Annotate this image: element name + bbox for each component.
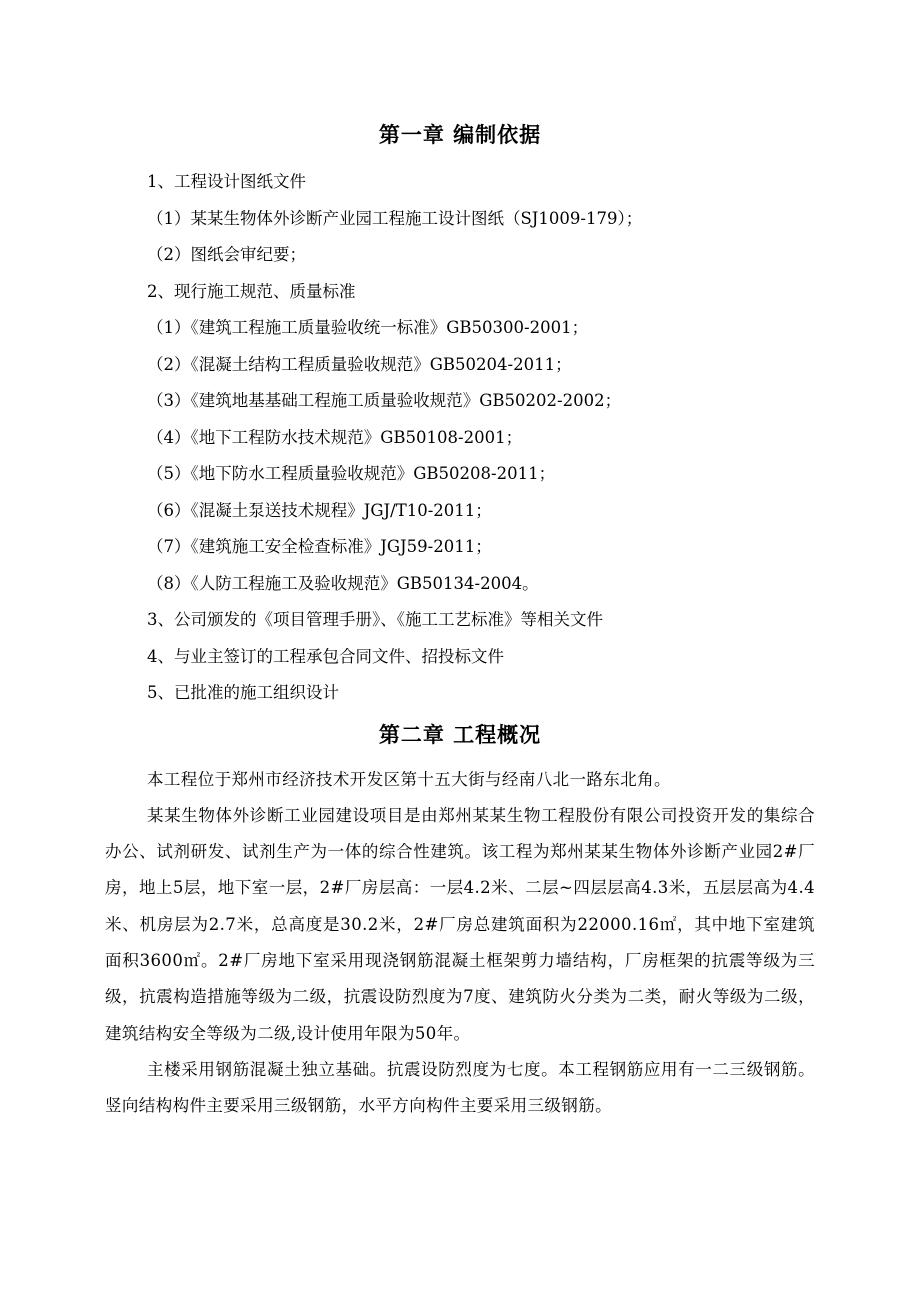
- basis-item: （1）某某生物体外诊断产业园工程施工设计图纸（SJ1009-179）；: [147, 208, 643, 228]
- basis-item: 4、与业主签订的工程承包合同文件、招投标文件: [147, 646, 504, 666]
- basis-item: 1、工程设计图纸文件: [147, 172, 306, 191]
- basis-item: （4）《地下工程防水技术规范》GB50108-2001；: [147, 427, 523, 447]
- chapter-1-list: [105, 164, 815, 712]
- chapter-2-title: 第二章 工程概况: [378, 721, 542, 747]
- basis-item: （1）《建筑工程施工质量验收统一标准》GB50300-2001；: [147, 318, 589, 337]
- basis-item: （3）《建筑地基基础工程施工质量验收规范》GB50202-2002；: [147, 391, 622, 410]
- chapter-1-title: 第一章 编制依据: [378, 122, 542, 147]
- basis-item: 2、现行施工规范、质量标准: [147, 281, 356, 301]
- basis-item: （6）《混凝土泵送技术规程》JGJ/T10-2011；: [147, 500, 492, 520]
- basis-item: （2）图纸会审纪要；: [147, 245, 306, 264]
- basis-item: （2）《混凝土结构工程质量验收规范》GB50204-2011；: [147, 354, 572, 374]
- overview-paragraph: 本工程位于郑州市经济技术开发区第十五大街与经南八北一路东北角。: [147, 769, 671, 789]
- basis-item: 3、公司颁发的《项目管理手册》、《施工工艺标准》等相关文件: [147, 610, 603, 629]
- overview-paragraph: 主楼采用钢筋混凝土独立基础。抗震设防烈度为七度。本工程钢筋应用有一二三级钢筋。竖向结构构件主要采用三级钢筋，水平方向构件主要采用三级钢筋。: [105, 1059, 815, 1116]
- basis-item: （7）《建筑施工安全检查标准》JGJ59-2011；: [147, 537, 492, 556]
- overview-paragraph: 某某生物体外诊断工业园建设项目是由郑州某某生物工程股份有限公司投资开发的集综合办公、试剂研发、试剂生产为一体的综合性建筑。该工程为郑州某某生物体外诊断产业园2#厂房，地上5层，地下室一层，2#厂房层高：一层4.2米、二层~四层层高4.3米，五层层高为4.4米、机房层为2.7米，总高度是30.2米，2#厂房总建筑面积为22000.16㎡，其中地下室建筑面积3600㎡。2#厂房地下室采用现浇钢筋混凝土框架剪力墙结构，厂房框架的抗震等级为三级，抗震构造措施等级为二级，抗震设防烈度为7度、建筑防火分类为二类，耐火等级为二级，建筑结构安全等级为二级,设计使用年限为50年。: [105, 805, 815, 1043]
- chapter-2-body: [105, 762, 815, 1125]
- basis-item: 5、已批准的施工组织设计: [147, 683, 339, 702]
- basis-item: （8）《人防工程施工及验收规范》GB50134-2004。: [147, 573, 539, 593]
- basis-item: （5）《地下防水工程质量验收规范》GB50208-2011；: [147, 464, 556, 483]
